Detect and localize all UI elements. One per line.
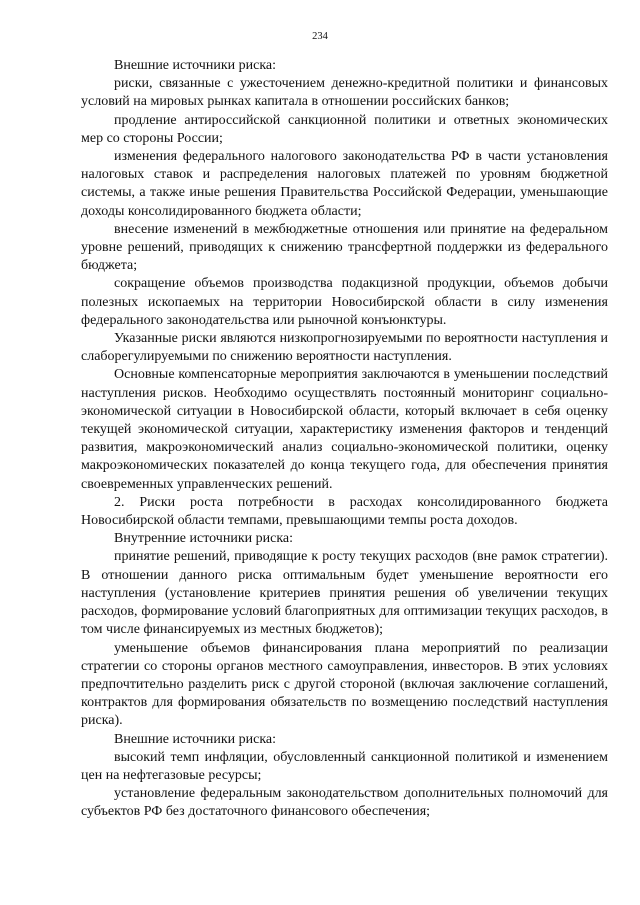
paragraph-external-sources-heading: Внешние источники риска: [114, 58, 277, 73]
paragraph-internal-sources-heading: Внутренние источники риска: [114, 531, 294, 547]
paragraph-section-2-heading: 2. Риски роста потребности в расходах консолидированного бюджета Новосибирской области темпами, превышающими темпы роста доходов. [81, 494, 608, 529]
paragraph: продление антироссийской санкционной политики и ответных экономических мер со стороны России; [81, 112, 608, 146]
paragraph: уменьшение объемов финансирования плана мероприятий по реализации стратегии со стороны органов местного самоуправления, инвесторов. В этих условиях предпочтительно разделить риск с другой стороной (включая заключение соглашений, контрактов для формирования обязательств по возмещению последствий наступления риска). [81, 640, 608, 729]
paragraph: сокращение объемов производства подакцизной продукции, объемов добычи полезных ископаемых на территории Новосибирской области в силу изменения федерального законодательства или рыночной конъюнктуры. [81, 276, 608, 328]
paragraph: риски, связанные с ужесточением денежно-кредитной политики и финансовых условий на мировых рынках капитала в отношении российских банков; [81, 76, 608, 110]
paragraph-external-sources-heading: Внешние источники риска: [114, 731, 277, 747]
paragraph: высокий темп инфляции, обусловленный санкционной политикой и изменением цен на нефтегазовые ресурсы; [81, 749, 608, 783]
paragraph: Указанные риски являются низкопрогнозируемыми по вероятности наступления и слаборегулируемыми по снижению вероятности наступления. [81, 331, 608, 365]
paragraph: принятие решений, приводящие к росту текущих расходов (вне рамок стратегии). В отношении данного риска оптимальным будет уменьшение вероятности его наступления (установление критериев принятия решения об увеличении текущих расходов, формирование условий благоприятных для оптимизации текущих расходов, в том числе финансируемых из местных бюджетов); [81, 549, 608, 638]
page-number: 234 [312, 31, 328, 42]
document-body [81, 57, 608, 822]
paragraph: изменения федерального налогового законодательства РФ в части установления налоговых ставок и распределения налоговых платежей по уровням бюджетной системы, а также иные решения Правительства Российской Федерации, уменьшающие доходы консолидированного бюджета области; [81, 149, 608, 219]
paragraph: Основные компенсаторные мероприятия заключаются в уменьшении последствий наступления рисков. Необходимо осуществлять постоянный мониторинг социально-экономической ситуации в Новосибирской области, который включает в себя оценку текущей экономической ситуации, характеристику изменения факторов и тенденций развития, макроэкономический анализ социально-экономической политики, оценку макроэкономических показателей до конца текущего года, для обеспечения принятия своевременных управленческих решений. [81, 367, 608, 492]
paragraph: внесение изменений в межбюджетные отношения или принятие на федеральном уровне решений, приводящих к снижению трансфертной поддержки из федерального бюджета; [81, 221, 608, 274]
paragraph: установление федеральным законодательством дополнительных полномочий для субъектов РФ без достаточного финансового обеспечения; [81, 786, 608, 820]
